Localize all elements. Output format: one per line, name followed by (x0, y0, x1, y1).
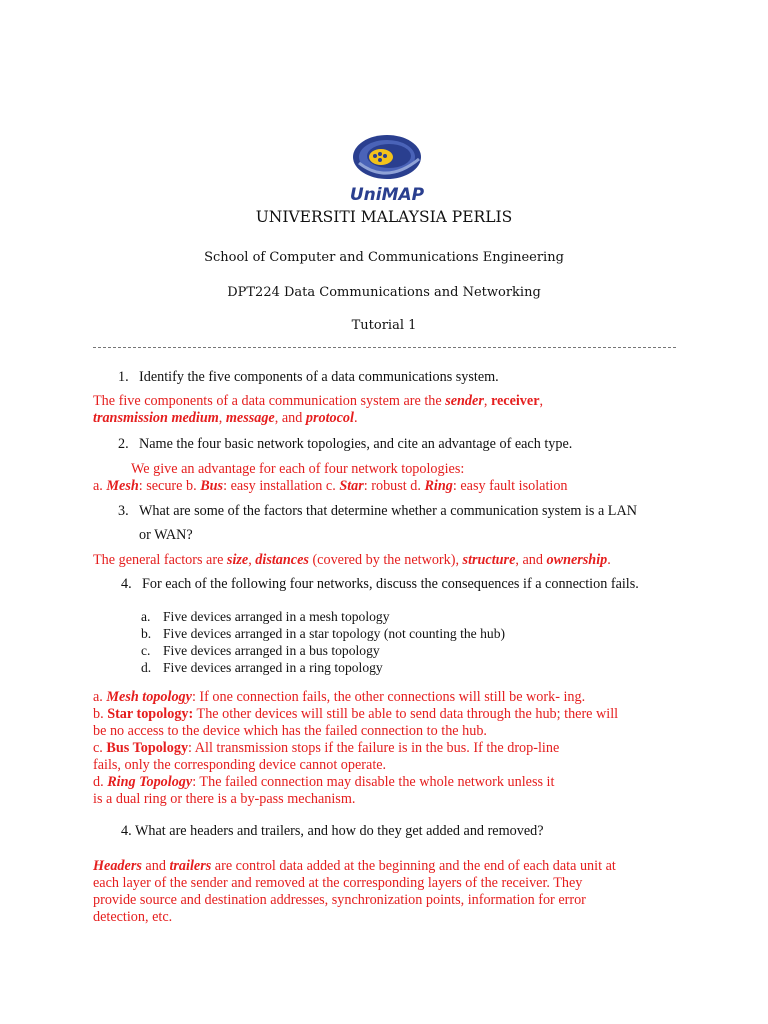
q2-term-star: Star (339, 478, 364, 494)
q2-answer-intro: We give an advantage for each of four network topologies: (131, 461, 465, 477)
q4-answer-text: : All transmission stops if the failure is in the bus. If the drop-line (188, 740, 560, 756)
q5-term-trailers: trailers (169, 858, 212, 874)
q4-answer-line: is a dual ring or there is a by-pass mechanism. (93, 791, 356, 807)
q5-answer-line (93, 858, 616, 875)
q4-item-marker: c. (141, 643, 151, 658)
tutorial-title: Tutorial 1 (351, 318, 417, 333)
q4-item (141, 608, 505, 625)
q5-answer-line: detection, etc. (93, 909, 173, 925)
q2-number: 2. (118, 436, 129, 452)
q2-answer-text: : easy installation c. (223, 478, 340, 494)
q4-item-marker: b. (141, 626, 152, 641)
q3-question-line1: What are some of the factors that determine whether a communication system is a LAN (139, 503, 637, 519)
q1-answer-sep: , (218, 410, 226, 426)
q3-term-ownership: ownership (546, 552, 608, 568)
q2-answer-text: a. (93, 478, 107, 494)
q4-item (141, 642, 505, 659)
q5-answer-text: are control data added at the beginning and the end of each data unit at (211, 858, 616, 874)
q2-answer-text: : secure b. (138, 478, 201, 494)
header-divider (93, 347, 676, 348)
q4-item-text: Five devices arranged in a star topology (not counting the hub) (163, 626, 506, 641)
q4-answer-text: The other devices will still be able to send data through the hub; there will (193, 706, 619, 722)
q1-term-sender: sender (445, 393, 484, 409)
q4-number: 4. (121, 576, 132, 592)
q2-term-mesh: Mesh (106, 478, 139, 494)
q2-term-ring: Ring (424, 478, 453, 494)
q4-answer-line (93, 689, 618, 706)
q4-answer-text: : The failed connection may disable the whole network unless it (192, 774, 555, 790)
q4-item-text: Five devices arranged in a mesh topology (163, 609, 390, 624)
q4-answer (93, 689, 618, 808)
q5-answer-text: and (141, 858, 170, 874)
q4-item-text: Five devices arranged in a bus topology (163, 643, 380, 658)
q4-term-ring-topology: Ring Topology (107, 774, 193, 790)
q4-item-list (141, 608, 505, 676)
q4-item (141, 625, 505, 642)
q2-answer-text: : robust d. (363, 478, 425, 494)
q3-term-size: size (226, 552, 249, 568)
q2-answer-list (93, 478, 568, 495)
q4-term-mesh-topology: Mesh topology (106, 689, 192, 705)
q1-term-protocol: protocol (305, 410, 354, 426)
q4-item-marker: d. (141, 660, 152, 675)
q5-answer-line: provide source and destination addresses, synchronization points, information for error (93, 892, 586, 908)
q1-answer-text: The five components of a data communication system are the (93, 393, 446, 409)
q3-question-line2: or WAN? (139, 527, 193, 543)
university-title: UNIVERSITI MALAYSIA PERLIS (255, 208, 513, 226)
q1-answer-line1 (93, 393, 543, 410)
q1-answer-sep: , and (274, 410, 306, 426)
q1-question: Identify the five components of a data communications system. (139, 369, 499, 385)
q4-item-text: Five devices arranged in a ring topology (163, 660, 383, 675)
school-name: School of Computer and Communications Engineering (204, 250, 564, 265)
q4-answer-line: be no access to the device which has the failed connection to the hub. (93, 723, 487, 739)
q5-answer (93, 858, 616, 926)
q5-answer-line: each layer of the sender and removed at the corresponding layers of the receiver. They (93, 875, 583, 891)
q3-answer-sep: . (607, 552, 611, 568)
logo-wordmark: UniMAP (349, 185, 425, 205)
q5-number: 4. (121, 823, 132, 839)
q1-answer-sep: , (483, 393, 491, 409)
q3-answer-text: The general factors are (93, 552, 227, 568)
q4-answer-line: fails, only the corresponding device cannot operate. (93, 757, 387, 773)
q1-answer-sep: , (539, 393, 544, 409)
q4-answer-text: d. (93, 774, 108, 790)
q4-answer-line (93, 774, 618, 791)
q1-term-receiver: receiver (490, 393, 540, 409)
q3-answer (93, 552, 611, 569)
q4-item (141, 659, 505, 676)
q2-question: Name the four basic network topologies, and cite an advantage of each type. (139, 436, 573, 452)
q3-answer-sep: , (248, 552, 256, 568)
q4-question: For each of the following four networks, discuss the consequences if a connection fails. (142, 576, 639, 592)
q3-number: 3. (118, 503, 129, 519)
q5-term-headers: Headers (93, 858, 142, 874)
q1-term-medium: transmission medium (93, 410, 219, 426)
q1-term-message: message (225, 410, 275, 426)
q4-term-star-topology: Star topology: (107, 706, 194, 722)
q4-answer-text: c. (93, 740, 107, 756)
q4-answer-text: : If one connection fails, the other connections will still be work- ing. (191, 689, 586, 705)
q3-term-distances: distances (255, 552, 309, 568)
q1-answer-sep: . (353, 410, 358, 426)
q1-number: 1. (118, 369, 129, 385)
course-title: DPT224 Data Communications and Networking (227, 285, 541, 300)
q4-item-marker: a. (141, 609, 151, 624)
q3-answer-sep: , and (515, 552, 547, 568)
q4-answer-line (93, 740, 618, 757)
q4-answer-text: a. (93, 689, 107, 705)
q3-answer-text: (covered by the network), (308, 552, 463, 568)
q4-answer-line (93, 706, 618, 723)
q3-term-structure: structure (462, 552, 516, 568)
unimap-logo (341, 123, 433, 209)
q2-answer-text: : easy fault isolation (452, 478, 568, 494)
q4-answer-text: b. (93, 706, 108, 722)
q1-answer-line2 (93, 410, 358, 427)
q4-term-bus-topology: Bus Topology (106, 740, 189, 756)
q5-question: What are headers and trailers, and how do they get added and removed? (135, 823, 544, 839)
q2-term-bus: Bus (200, 478, 224, 494)
